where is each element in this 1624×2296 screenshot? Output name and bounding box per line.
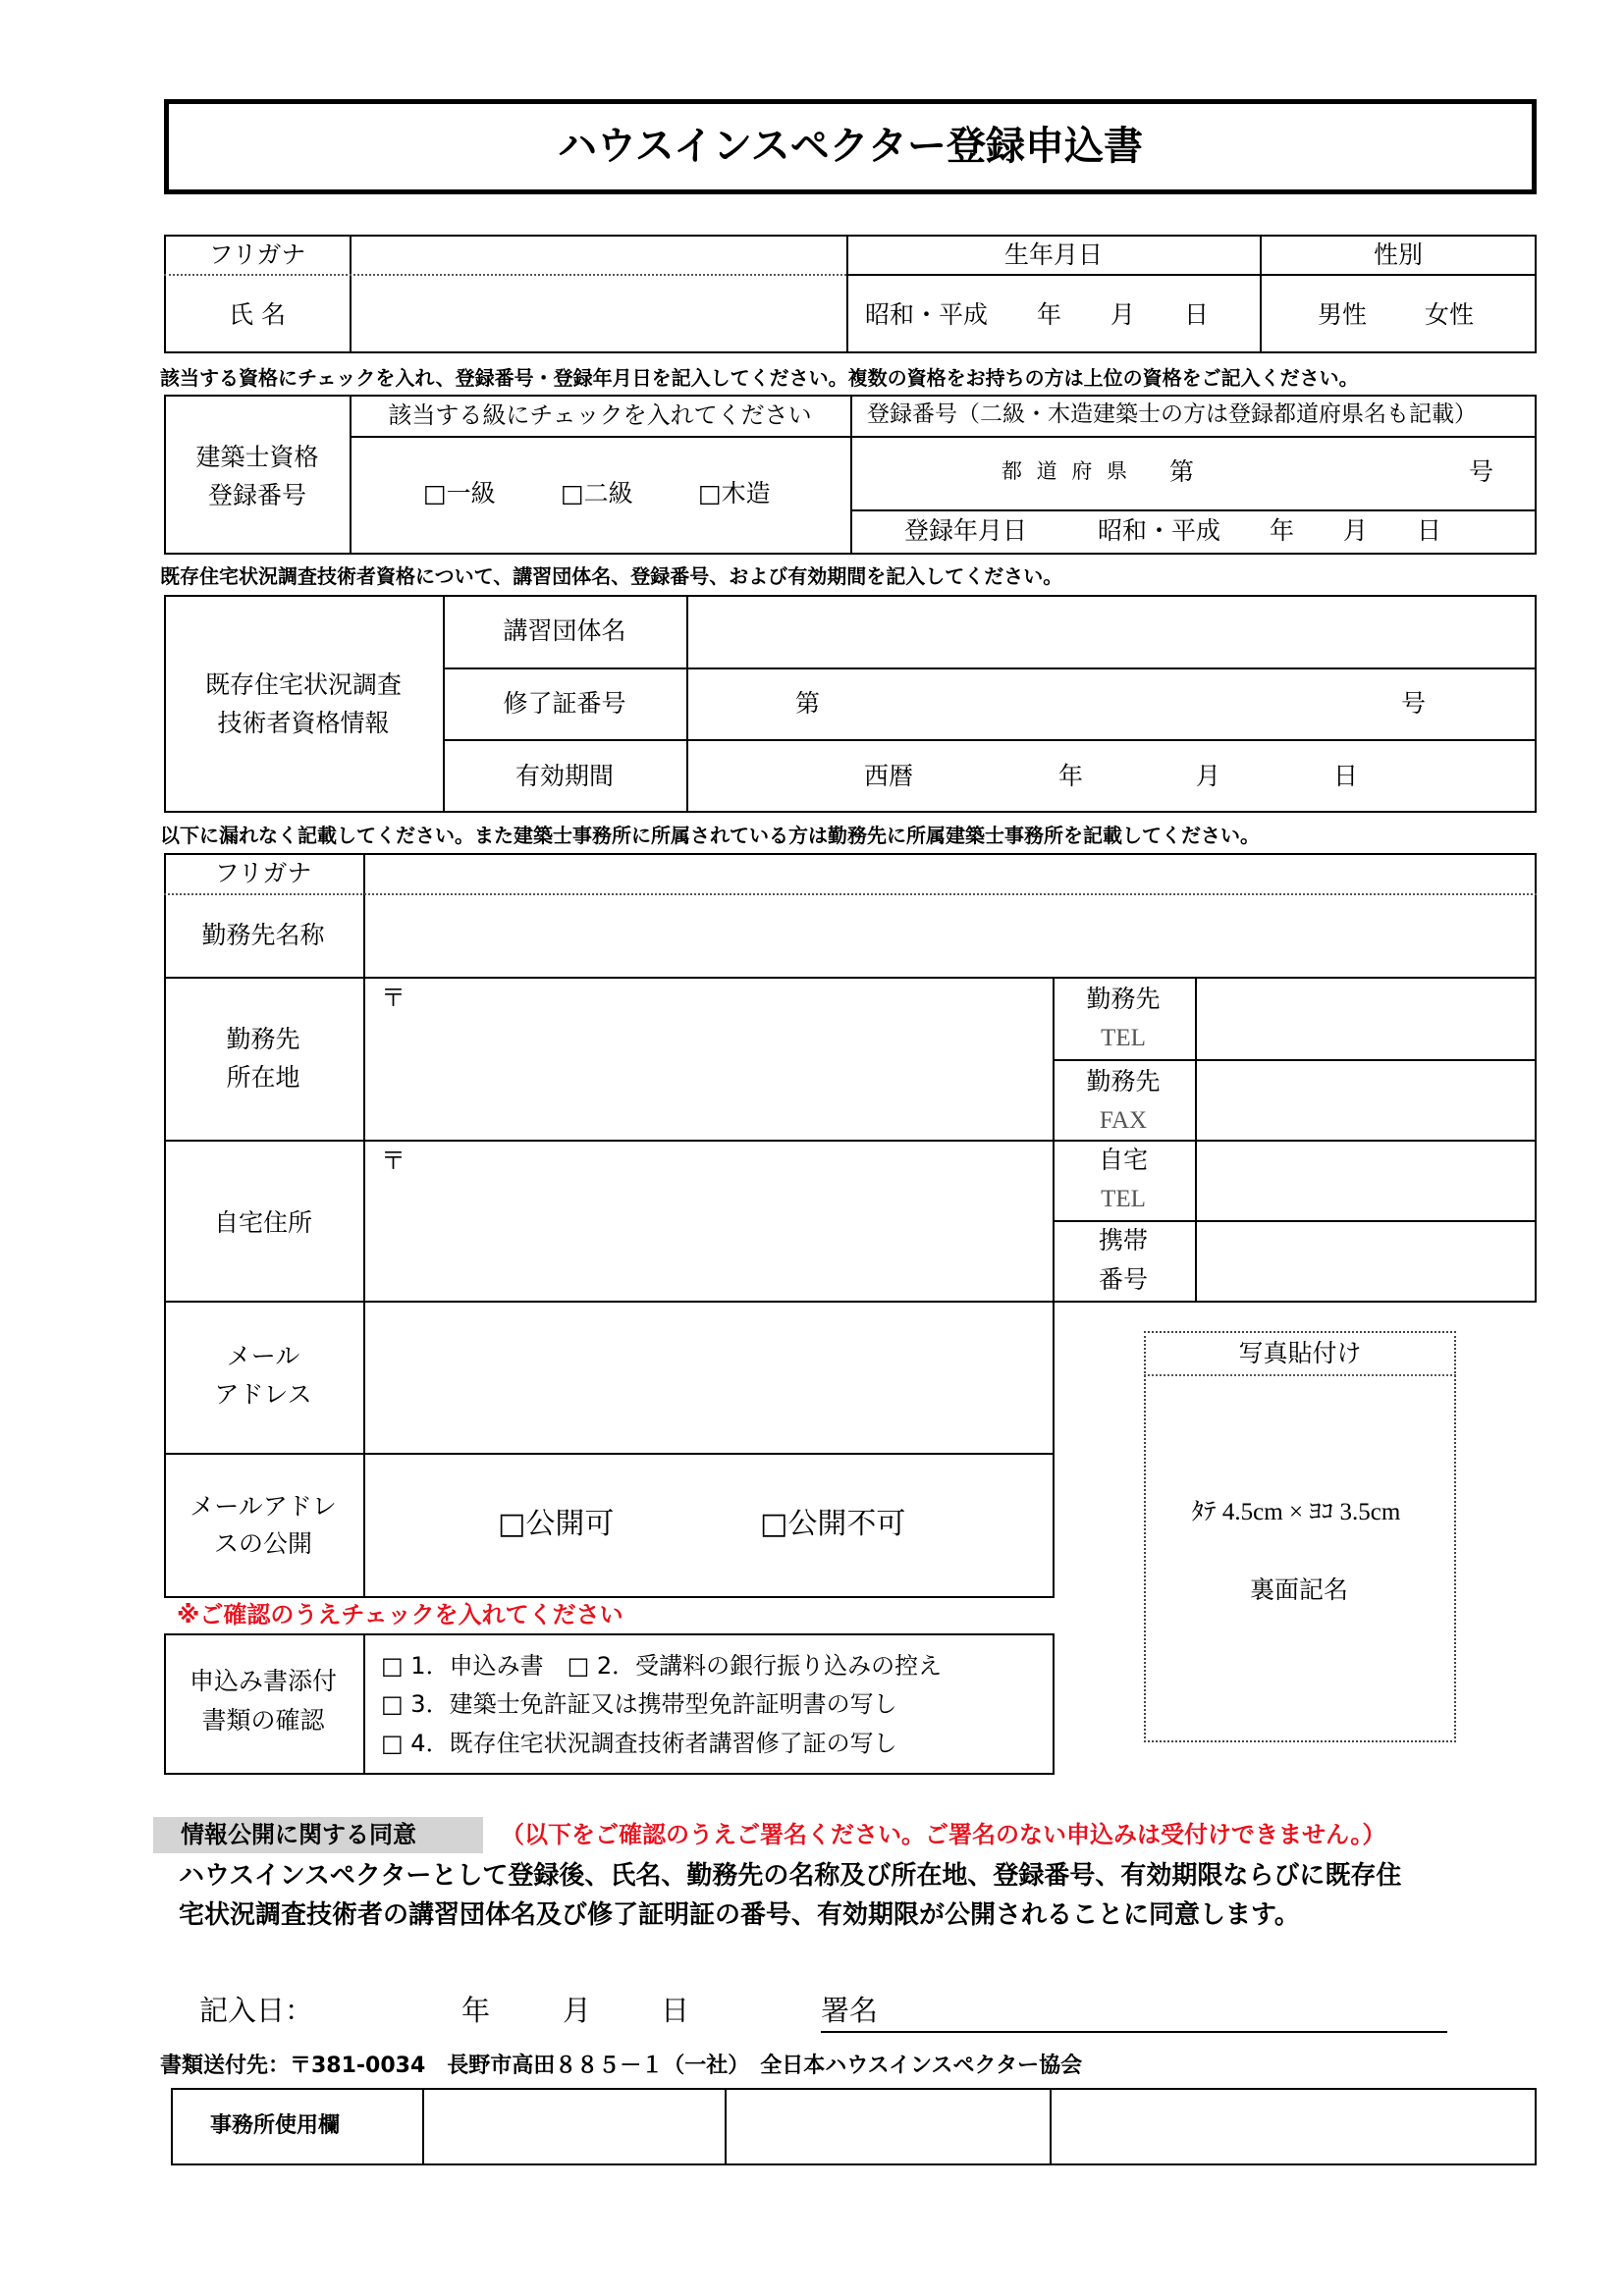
gender-female[interactable]: 女性	[1425, 300, 1475, 329]
name-input[interactable]	[352, 277, 845, 351]
consent-line-2: 宅状況調査技術者の講習団体名及び修了証明証の番号、有効期限が公開されることに同意します。	[179, 1900, 1300, 1930]
mobile-input[interactable]	[1197, 1222, 1535, 1302]
work-tel-label-2: TEL	[1101, 1025, 1146, 1051]
photo-box[interactable]	[1144, 1331, 1456, 1742]
date-year[interactable]: 年	[461, 1994, 491, 2027]
email-public-no[interactable]: □公開不可	[760, 1507, 906, 1541]
gender-male[interactable]: 男性	[1318, 300, 1368, 329]
grade-header: 該当する級にチェックを入れてください	[388, 401, 812, 429]
home-tel-label-2: TEL	[1101, 1186, 1146, 1212]
work-tel-label-1: 勤務先	[1086, 985, 1161, 1013]
consent-instruction: （以下をご確認のうえご署名ください。ご署名のない申込みは受付けできません。）	[501, 1821, 1386, 1848]
attachment-item-1[interactable]: □ 1．申込み書 □ 2．受講料の銀行振り込みの控え	[381, 1652, 943, 1680]
photo-header: 写真貼付け	[1238, 1339, 1362, 1367]
signature-line[interactable]	[821, 2031, 1447, 2033]
attachments-label-1: 申込み書添付	[189, 1667, 338, 1695]
mobile-label-1: 携帯	[1098, 1226, 1149, 1255]
page-title: ハウスインスペクター登録申込書	[558, 124, 1143, 169]
contact-note: 以下に漏れなく記載してください。また建築士事務所に所属されている方は勤務先に所属建築士事務所を記載してください。	[160, 824, 1260, 847]
attachments-label-2: 書類の確認	[201, 1706, 325, 1735]
email-input[interactable]	[365, 1303, 1053, 1452]
email-pub-label-1: メールアドレ	[189, 1492, 337, 1521]
license-label-1: 建築士資格	[195, 443, 319, 471]
name-label: 氏 名	[229, 300, 286, 329]
furigana-input[interactable]	[352, 237, 845, 273]
work-fax-label-2: FAX	[1099, 1107, 1148, 1134]
work-furigana-label: フリガナ	[214, 859, 312, 887]
work-furigana-input[interactable]	[365, 855, 1535, 892]
consent-line-1: ハウスインスペクターとして登録後、氏名、勤務先の名称及び所在地、登録番号、有効期限ならびに既存住	[179, 1861, 1402, 1891]
home-postal-mark: 〒	[381, 1147, 406, 1175]
work-name-label: 勤務先名称	[201, 921, 325, 949]
birthdate-value[interactable]: 昭和・平成 年 月 日	[865, 300, 1210, 329]
validity-label: 有効期間	[514, 762, 615, 790]
work-tel-input[interactable]	[1197, 979, 1535, 1058]
inspector-label-2: 技術者資格情報	[217, 709, 390, 737]
signature-label: 署名	[821, 1994, 879, 2027]
inspector-label-1: 既存住宅状況調査	[204, 670, 403, 699]
date-month[interactable]: 月	[563, 1994, 592, 2027]
validity-month: 月	[1196, 762, 1221, 790]
validity-day: 日	[1333, 762, 1359, 790]
home-addr-label: 自宅住所	[213, 1208, 313, 1237]
validity-era: 西暦	[864, 762, 914, 790]
furigana-label: フリガナ	[208, 240, 306, 269]
email-label-2: アドレス	[214, 1380, 312, 1409]
email-pub-label-2: スの公開	[213, 1529, 313, 1558]
birthdate-label: 生年月日	[1003, 240, 1104, 269]
work-fax-input[interactable]	[1197, 1061, 1535, 1139]
validity-year: 年	[1058, 762, 1084, 790]
home-tel-label-1: 自宅	[1098, 1146, 1149, 1174]
org-label: 講習団体名	[503, 616, 626, 645]
home-tel-input[interactable]	[1197, 1142, 1535, 1219]
regno-go: 号	[1469, 457, 1494, 486]
cert-dai: 第	[795, 689, 821, 718]
grade-option-1[interactable]: □一級	[423, 479, 496, 507]
org-input[interactable]	[689, 597, 1535, 667]
regdate-value[interactable]: 昭和・平成 年 月 日	[1098, 516, 1442, 545]
cert-input[interactable]	[830, 671, 1389, 736]
date-label: 記入日：	[199, 1994, 314, 2027]
office-use-table	[171, 2088, 1537, 2165]
email-public-yes[interactable]: □公開可	[498, 1507, 615, 1541]
work-address-input[interactable]	[365, 979, 1052, 1139]
office-use-label: 事務所使用欄	[210, 2113, 341, 2138]
home-address-input[interactable]	[365, 1142, 1052, 1302]
photo-back-note: 裏面記名	[1249, 1575, 1349, 1604]
grade-option-2[interactable]: □二級	[561, 479, 633, 507]
mobile-label-2: 番号	[1098, 1265, 1149, 1294]
send-to: 書類送付先：〒381-0034 長野市高田８８５－１（一社） 全日本ハウスインスペクター協会	[160, 2054, 1083, 2078]
license-label-2: 登録番号	[207, 481, 307, 509]
attachments-warning: ※ご確認のうえチェックを入れてください	[177, 1601, 623, 1629]
work-addr-label-1: 勤務先	[226, 1025, 300, 1053]
work-postal-mark: 〒	[381, 984, 406, 1012]
gender-label: 性別	[1373, 240, 1424, 269]
inspector-note: 既存住宅状況調査技術者資格について、講習団体名、登録番号、および有効期間を記入してください。	[160, 564, 1063, 588]
license-note: 該当する資格にチェックを入れ、登録番号・登録年月日を記入してください。複数の資格をお持ちの方は上位の資格をご記入ください。	[160, 366, 1359, 390]
cert-label: 修了証番号	[503, 689, 626, 718]
regno-input[interactable]	[1203, 442, 1463, 501]
date-day[interactable]: 日	[661, 1994, 690, 2027]
grade-option-3[interactable]: □木造	[698, 479, 771, 507]
attachment-item-3[interactable]: □ 4．既存住宅状況調査技術者講習修了証の写し	[381, 1730, 897, 1757]
attachment-item-2[interactable]: □ 3．建築士免許証又は携帯型免許証明書の写し	[381, 1690, 897, 1718]
regno-header: 登録番号（二級・木造建築士の方は登録都道府県名も記載）	[867, 401, 1477, 427]
regdate-label: 登録年月日	[904, 516, 1028, 545]
regno-dai: 第	[1169, 457, 1195, 486]
photo-size: ﾀﾃ 4.5cm × ﾖｺ 3.5cm	[1191, 1499, 1401, 1525]
prefecture-label: 都 道 府 県	[1001, 459, 1132, 483]
consent-heading: 情報公開に関する同意	[181, 1821, 416, 1848]
cert-go: 号	[1401, 689, 1427, 718]
work-fax-label-1: 勤務先	[1086, 1067, 1161, 1095]
email-label-1: メール	[226, 1342, 300, 1370]
work-addr-label-2: 所在地	[226, 1063, 300, 1092]
work-name-input[interactable]	[365, 896, 1535, 976]
